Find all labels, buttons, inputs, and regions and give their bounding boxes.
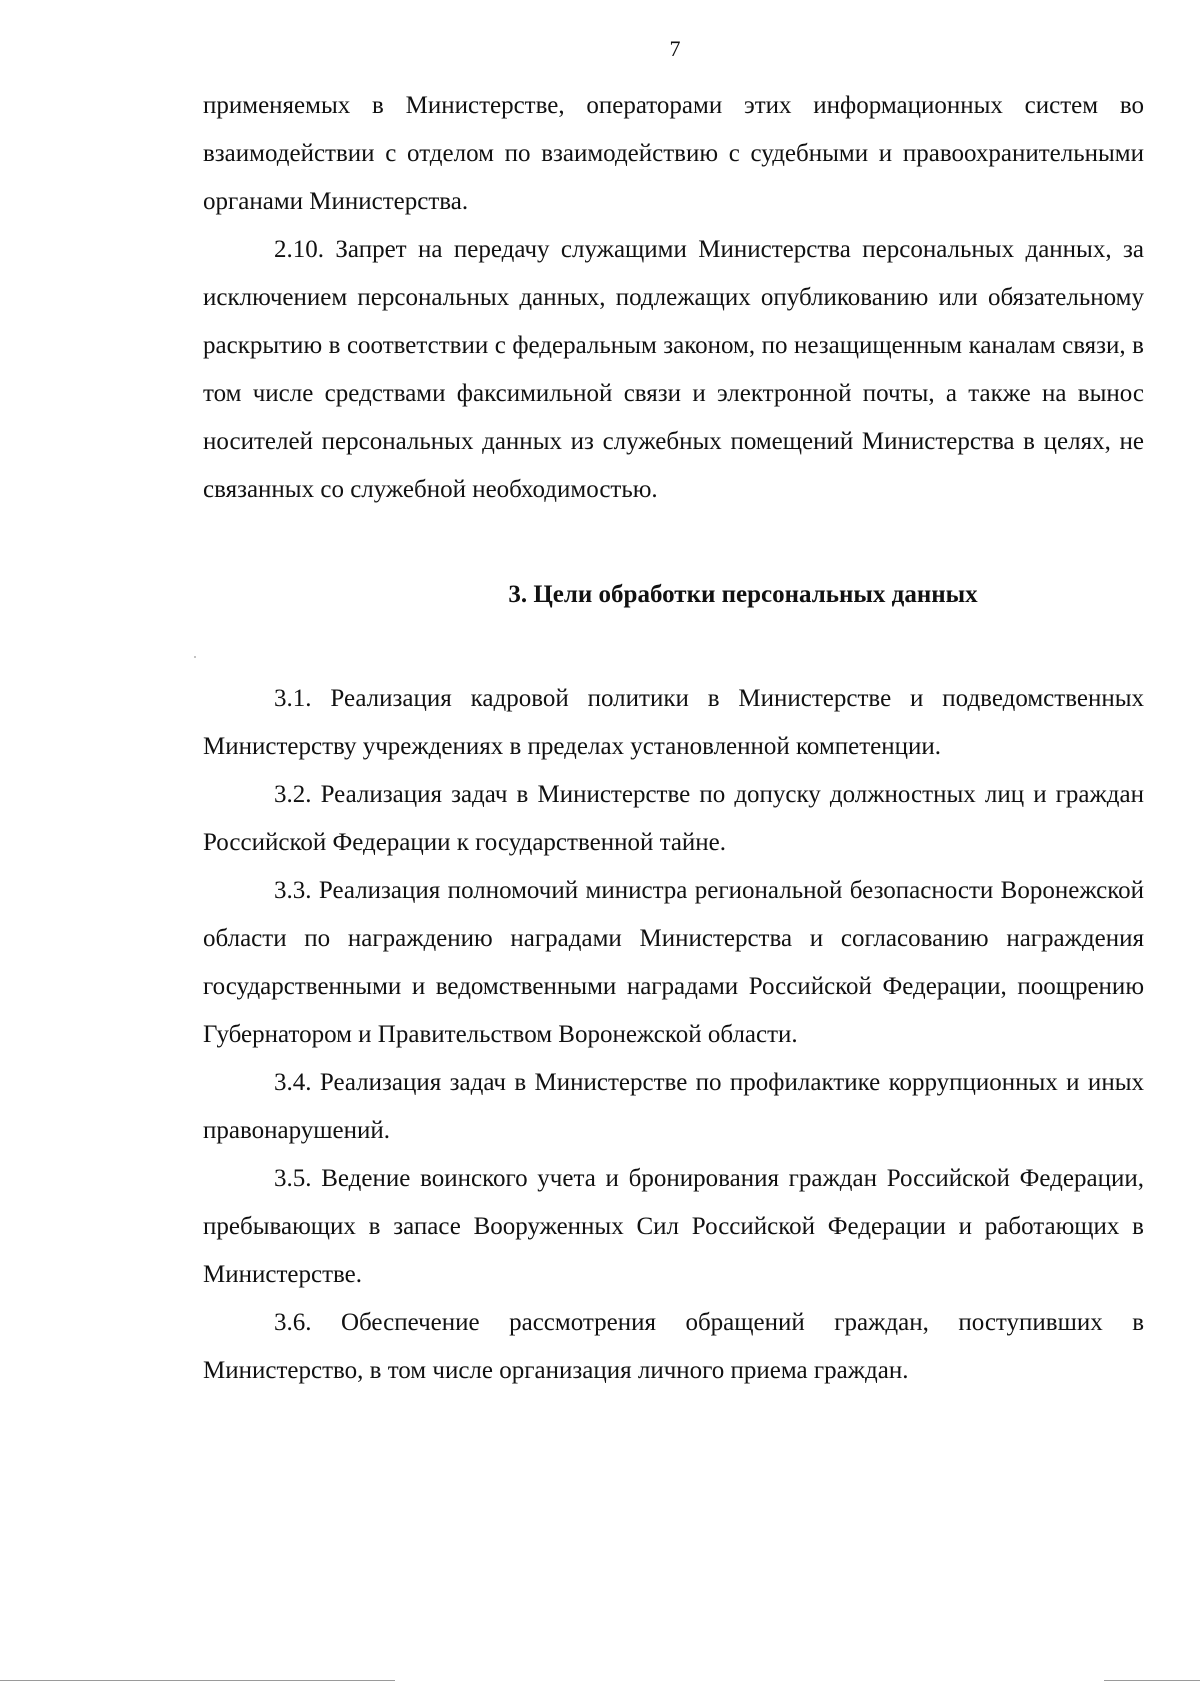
document-body: [203, 82, 1144, 1395]
list-item-3-2: 3.2. Реализация задач в Министерстве по допуску должностных лиц и граждан Российской Федерации к государственной тайне.: [203, 781, 1144, 856]
section-heading: 3. Цели обработки персональных данных: [508, 581, 978, 608]
bottom-scan-line-left: [0, 1680, 395, 1681]
paragraph-2-10: 2.10. Запрет на передачу служащими Министерства персональных данных, за исключением персональных данных, подлежащих опубликованию или обязательному раскрытию в соответствии с федеральным законом, по незащищенным каналам связи, в том числе средствами факсимильной связи и электронной почты, а также на вынос носителей персональных данных из служебных помещений Министерства в целях, не связанных со служебной необходимостью.: [203, 236, 1144, 503]
paragraph-continuation: применяемых в Министерстве, операторами этих информационных систем во взаимодействии с отделом по взаимодействию с судебными и правоохранительными органами Министерства.: [203, 92, 1144, 215]
bottom-scan-line-right: [1104, 1680, 1200, 1681]
list-item-3-1: 3.1. Реализация кадровой политики в Министерстве и подведомственных Министерству учреждениях в пределах установленной компетенции.: [203, 685, 1144, 760]
list-item-3-5: 3.5. Ведение воинского учета и бронирования граждан Российской Федерации, пребывающих в запасе Вооруженных Сил Российской Федерации и работающих в Министерстве.: [203, 1165, 1144, 1288]
list-item-3-3: 3.3. Реализация полномочий министра региональной безопасности Воронежской области по награждению наградами Министерства и согласованию награждения государственными и ведомственными наградами Российской Федерации, поощрению Губернатором и Правительством Воронежской области.: [203, 877, 1144, 1048]
scan-speck: [194, 656, 196, 658]
list-item-3-4: 3.4. Реализация задач в Министерстве по профилактике коррупционных и иных правонарушений.: [203, 1069, 1144, 1144]
page-number: 7: [669, 36, 681, 61]
list-item-3-6: 3.6. Обеспечение рассмотрения обращений граждан, поступивших в Министерство, в том числе организация личного приема граждан.: [203, 1309, 1144, 1384]
